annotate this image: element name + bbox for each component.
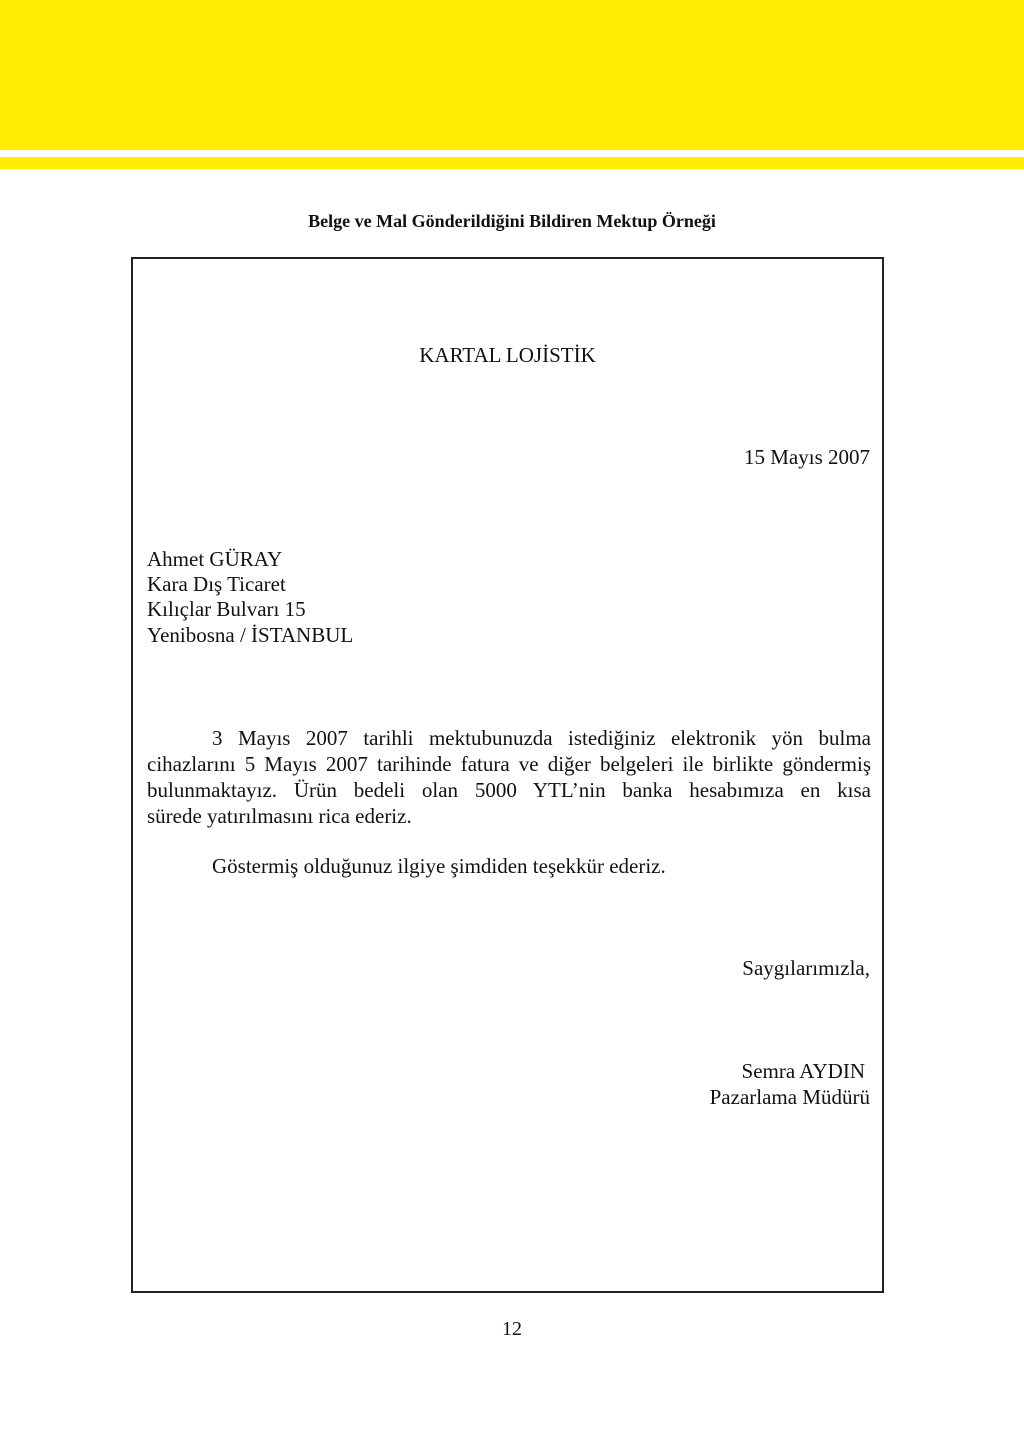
header-yellow-band <box>0 0 1024 150</box>
page-number: 12 <box>502 1318 522 1340</box>
letter-date: 15 Mayıs 2007 <box>744 445 870 469</box>
body-line: 3 Mayıs 2007 tarihli mektubunuzda istediğiniz elektronik yön bulma <box>212 726 871 750</box>
letter-salutation: Saygılarımızla, <box>742 956 870 980</box>
recipient-company: Kara Dış Ticaret <box>147 572 286 596</box>
letter-company-name: KARTAL LOJİSTİK <box>419 343 596 367</box>
recipient-name: Ahmet GÜRAY <box>147 547 283 571</box>
signer-name: Semra AYDIN <box>741 1059 865 1083</box>
recipient-street: Kılıçlar Bulvarı 15 <box>147 597 306 621</box>
letter-body-paragraph <box>147 725 871 829</box>
body-line: sürede yatırılmasını rica ederiz. <box>147 804 412 828</box>
document-title: Belge ve Mal Gönderildiğini Bildiren Mektup Örneği <box>308 211 716 231</box>
letter-closing-paragraph: Göstermiş olduğunuz ilgiye şimdiden teşekkür ederiz. <box>212 854 666 878</box>
body-line: bulunmaktayız. Ürün bedeli olan 5000 YTL’nin banka hesabımıza en kısa <box>147 778 871 802</box>
recipient-city: Yenibosna / İSTANBUL <box>147 623 354 647</box>
body-line: cihazlarını 5 Mayıs 2007 tarihinde fatura ve diğer belgeleri ile birlikte göndermiş <box>147 752 871 776</box>
signer-title: Pazarlama Müdürü <box>709 1085 870 1109</box>
letter-frame <box>131 257 884 1293</box>
header-yellow-stripe <box>0 157 1024 169</box>
